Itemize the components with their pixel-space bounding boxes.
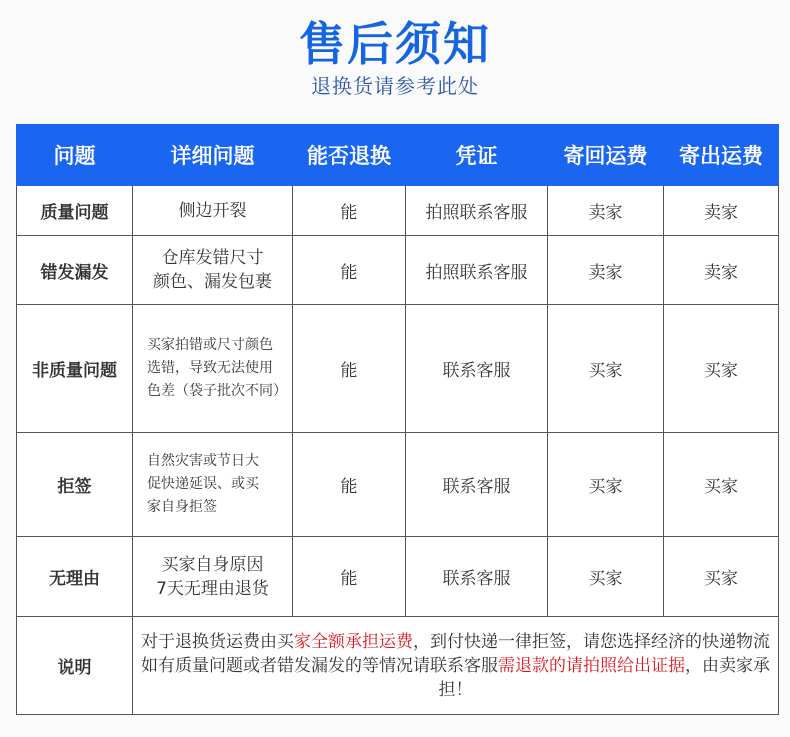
return-shipping-cell: 卖家 xyxy=(548,236,664,305)
issue-cell: 无理由 xyxy=(17,537,133,617)
column-header-issue: 问题 xyxy=(17,125,133,186)
column-header-return-shipping: 寄回运费 xyxy=(548,125,664,186)
issue-cell: 拒签 xyxy=(17,433,133,537)
returnable-cell: 能 xyxy=(293,305,406,433)
proof-cell: 联系客服 xyxy=(406,433,548,537)
issue-cell: 质量问题 xyxy=(17,186,133,236)
outbound-shipping-cell: 卖家 xyxy=(664,236,779,305)
note-row xyxy=(17,617,779,715)
return-shipping-cell: 买家 xyxy=(548,433,664,537)
issue-cell: 非质量问题 xyxy=(17,305,133,433)
column-header-detail: 详细问题 xyxy=(133,125,293,186)
detail-line: 侧边开裂 xyxy=(178,200,247,221)
detail-line: 7天无理由退货 xyxy=(156,578,269,599)
detail-cell xyxy=(133,433,293,537)
after-sales-table xyxy=(16,124,779,715)
issue-cell: 错发漏发 xyxy=(17,236,133,305)
detail-cell xyxy=(133,186,293,236)
return-shipping-cell: 卖家 xyxy=(548,186,664,236)
detail-line: 促快递延误、或买 xyxy=(147,476,259,492)
table-row xyxy=(17,186,779,236)
detail-cell xyxy=(133,305,293,433)
page-subtitle: 退换货请参考此处 xyxy=(311,74,479,98)
column-header-outbound-shipping: 寄出运费 xyxy=(664,125,779,186)
table-row xyxy=(17,433,779,537)
note-text-part: ，到付快递一律拒签，请您选择经济的快递物流如有质量问题或者错发漏发的等情况请联系客服 xyxy=(141,631,770,676)
detail-line: 颜色、漏发包裹 xyxy=(153,272,272,292)
returnable-cell: 能 xyxy=(293,433,406,537)
outbound-shipping-cell: 卖家 xyxy=(664,186,779,236)
table-row xyxy=(17,236,779,305)
note-highlight-evidence: 需退款的请拍照给出证据 xyxy=(498,655,685,676)
column-header-proof: 凭证 xyxy=(406,125,548,186)
note-text xyxy=(133,617,779,715)
detail-cell xyxy=(133,537,293,617)
note-text-part: ，由卖家承担！ xyxy=(438,655,770,700)
detail-cell xyxy=(133,236,293,305)
page-title: 售后须知 xyxy=(299,17,491,71)
returnable-cell: 能 xyxy=(293,236,406,305)
note-highlight-shipping: 家全额承担运费 xyxy=(294,631,413,652)
detail-line: 买家拍错或尺寸颜色 xyxy=(147,337,273,353)
table-row xyxy=(17,305,779,433)
return-shipping-cell: 买家 xyxy=(548,537,664,617)
detail-line: 仓库发错尺寸 xyxy=(161,248,264,268)
note-label: 说明 xyxy=(17,617,133,715)
proof-cell: 联系客服 xyxy=(406,305,548,433)
table-header-row xyxy=(17,125,779,186)
outbound-shipping-cell: 买家 xyxy=(664,305,779,433)
column-header-returnable: 能否退换 xyxy=(293,125,406,186)
outbound-shipping-cell: 买家 xyxy=(664,433,779,537)
outbound-shipping-cell: 买家 xyxy=(664,537,779,617)
detail-line: 家自身拒签 xyxy=(147,499,217,515)
return-shipping-cell: 买家 xyxy=(548,305,664,433)
proof-cell: 联系客服 xyxy=(406,537,548,617)
proof-cell: 拍照联系客服 xyxy=(406,186,548,236)
returnable-cell: 能 xyxy=(293,537,406,617)
proof-cell: 拍照联系客服 xyxy=(406,236,548,305)
detail-line: 自然灾害或节日大 xyxy=(147,453,259,469)
detail-line: 选错，导致无法使用 xyxy=(147,360,273,376)
note-text-part: 对于退换货运费由买 xyxy=(141,631,294,652)
returnable-cell: 能 xyxy=(293,186,406,236)
table-row xyxy=(17,537,779,617)
detail-line: 买家自身原因 xyxy=(161,554,264,575)
detail-line: 色差（袋子批次不同） xyxy=(147,383,287,399)
